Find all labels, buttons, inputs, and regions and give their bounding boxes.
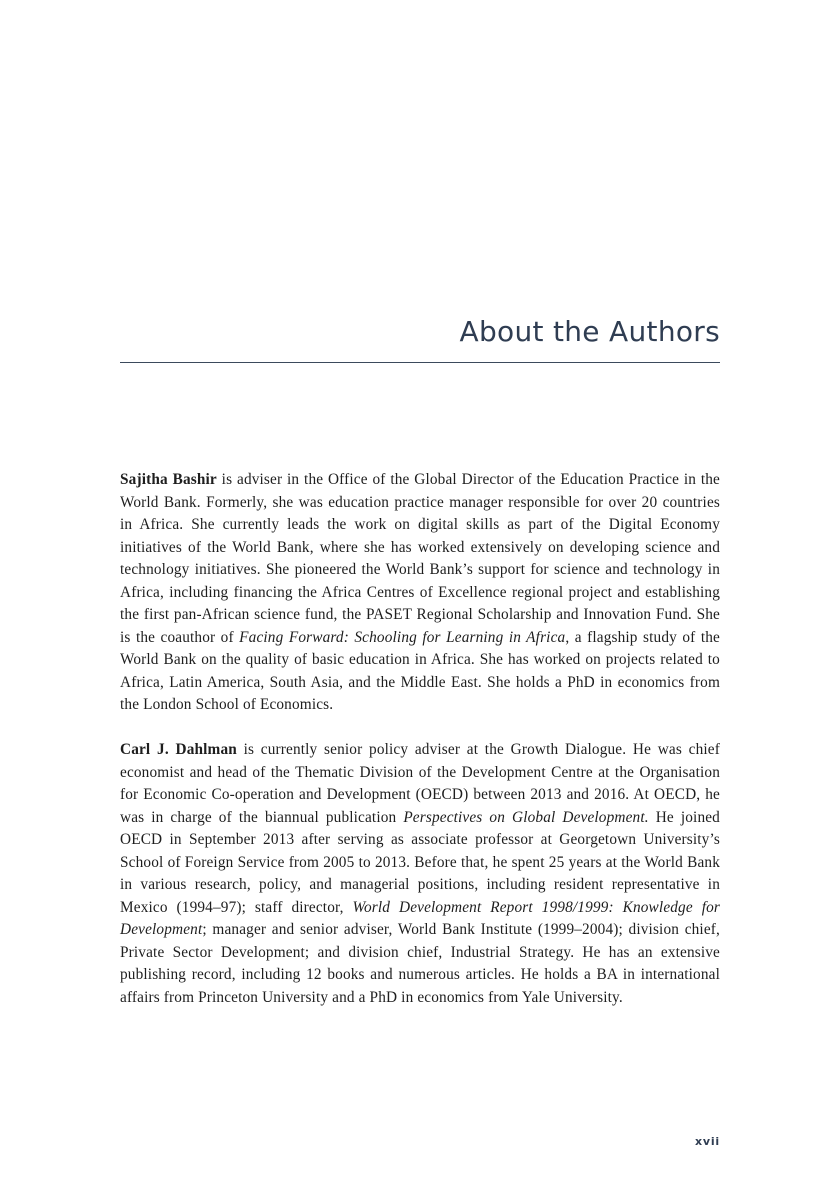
bio-text: , a flagship study of the World Bank on the quality of basic education in Africa. She has worked on projects related to Africa, Latin America, South Asia, and the Middle East. She holds a PhD in economics from the London School of Economics. xyxy=(120,628,720,713)
author-bio-bashir xyxy=(120,469,720,717)
author-name: Sajitha Bashir xyxy=(120,471,217,488)
author-name: Carl J. Dahlman xyxy=(120,741,237,758)
publication-title: Facing Forward: Schooling for Learning in Africa xyxy=(239,628,566,646)
page-number: xvii xyxy=(694,1135,720,1148)
bio-text: is currently senior policy adviser at the Growth Dialogue. He was chief economist and head of the Thematic Division of the Development Centre at the Organisation for Economic Co-operation and Development (OECD) between 2013 and 2016. At OECD, he was in charge of the biannual publication xyxy=(120,741,720,826)
title-divider xyxy=(120,362,720,363)
bio-text: ; manager and senior adviser, World Bank Institute (1999–2004); division chief, Private Sector Development; and division chief, Industrial Strategy. He has an extensive publishing record, including 12 books and numerous articles. He holds a BA in international affairs from Princeton University and a PhD in economics from Yale University. xyxy=(120,921,720,1006)
bio-text: He joined OECD in September 2013 after serving as associate professor at Georgetown University’s School of Foreign Service from 2005 to 2013. Before that, he spent 25 years at the World Bank in various research, policy, and managerial positions, including resident representative in Mexico (1994–97); staff director, xyxy=(120,808,720,916)
publication-title: Perspectives on Global Development. xyxy=(403,808,649,826)
chapter-title: About the Authors xyxy=(459,315,720,348)
author-bio-dahlman xyxy=(120,739,720,1009)
publication-title: World Development Report 1998/1999: Knowledge for Development xyxy=(120,898,720,938)
bio-text: is adviser in the Office of the Global Director of the Education Practice in the World Bank. Formerly, she was education practice manager responsible for over 20 countries in Africa. She currently leads the work on digital skills as part of the Digital Economy initiatives of the World Bank, where she has worked extensively on developing science and technology initiatives. She pioneered the World Bank’s support for science and technology in Africa, including financing the Africa Centres of Excellence regional project and establishing the first pan-African science fund, the PASET Regional Scholarship and Innovation Fund. She is the coauthor of xyxy=(120,471,720,646)
